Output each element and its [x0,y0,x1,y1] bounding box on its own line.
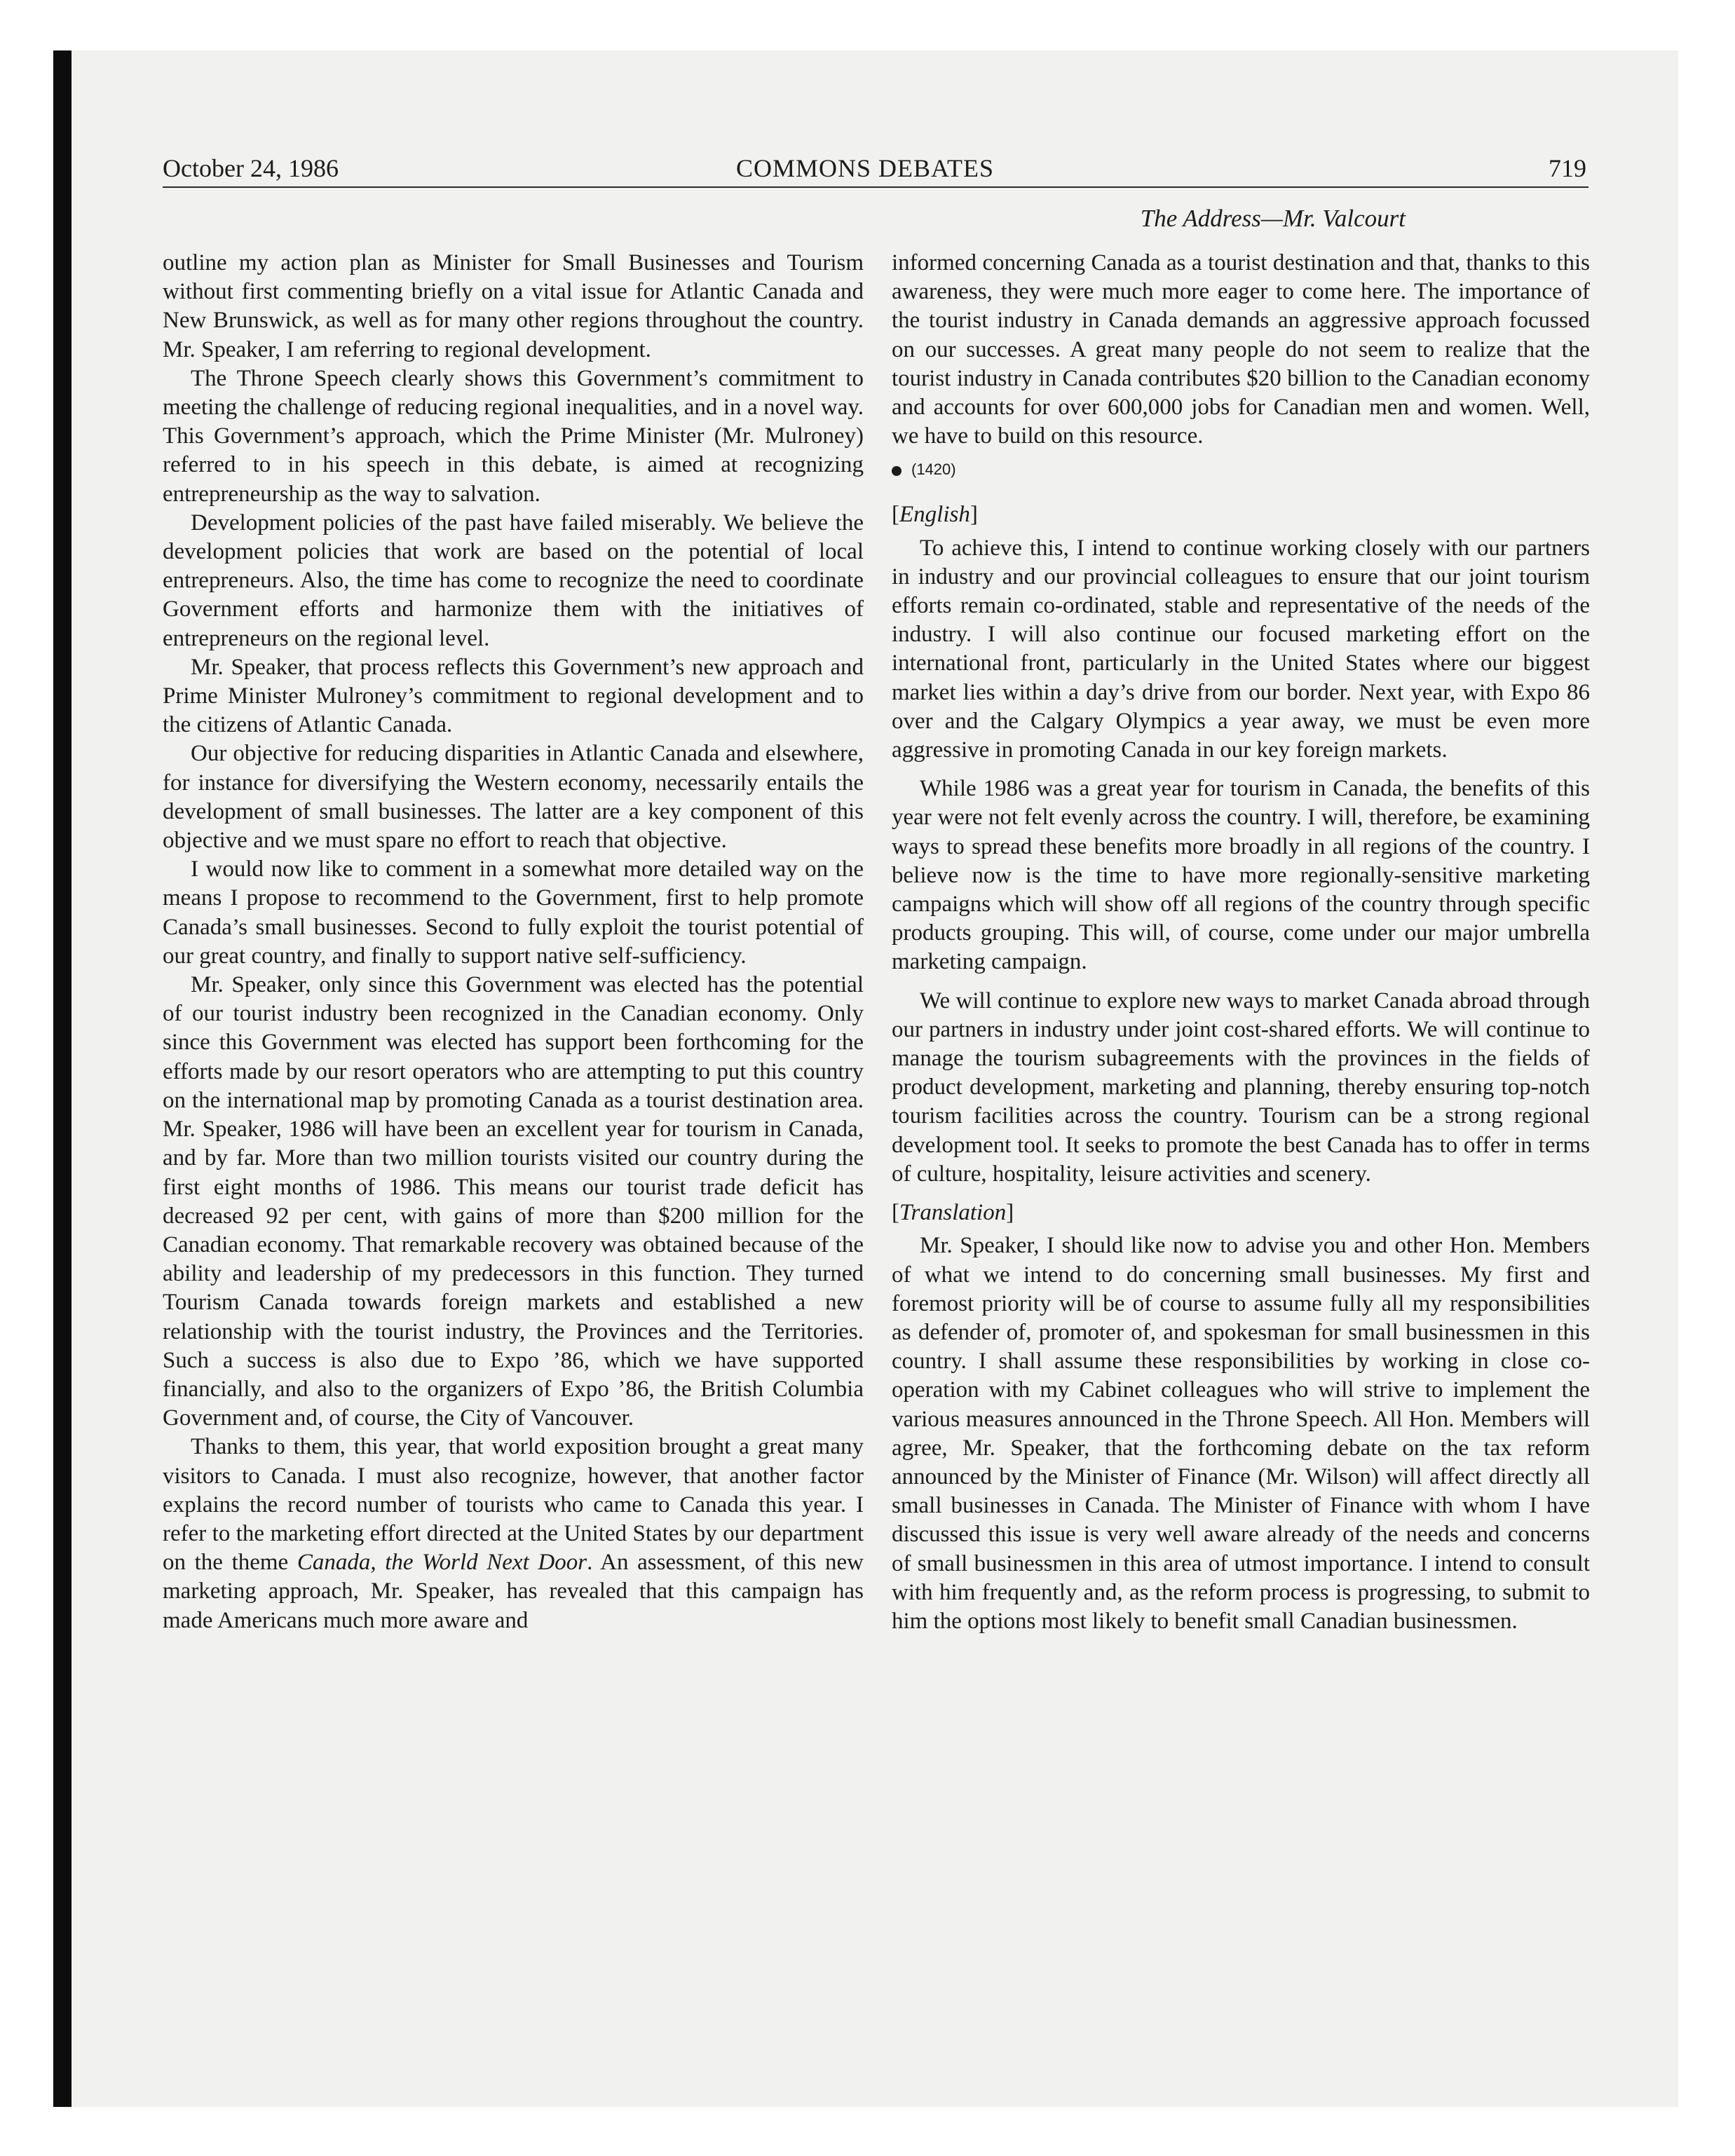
paragraph: While 1986 was a great year for tourism in Canada, the benefits of this year were not felt evenly across the country. I will, therefore, be examining ways to spread these benefits more broadly in all regions of the country. I believe now is the time to have more regionally-sensitive marketing campaigns which will show off all regions of the country through specific products grouping. This will, of course, come under our major umbrella marketing campaign. [892,776,1590,975]
paragraph: To achieve this, I intend to continue working closely with our partners in industry and our provincial colleagues to ensure that our joint tourism efforts remain co-ordinated, stable and representative of the needs of the industry. I will also continue our focused marketing effort on the international front, particularly in the United States where our biggest market lies within a day’s drive from our border. Next year, with Expo 86 over and the Calgary Olympics a year away, we must be even more aggressive in promoting Canada in our key foreign markets. [892,535,1590,763]
header-date: October 24, 1986 [163,154,339,182]
language-label-text: English [899,502,970,528]
timestamp [892,455,1590,484]
paragraph-text: Thanks to them, this year, that world exposition brought a great many visitors to Canada. I must also recognize, however, that another factor explains the record number of tourists who came to Canada this year. I refer to the marketing effort directed at the United States by our department on the theme [163,1434,864,1576]
paragraph: We will continue to explore new ways to market Canada abroad through our partners in industry under joint cost-shared efforts. We will continue to manage the tourism subagreements with the provinces in the fields of product development, marketing and planning, thereby ensuring top-notch tourism facilities across the country. Tourism can be a strong regional development tool. It seeks to promote the best Canada has to offer in terms of culture, hospitality, leisure activities and scenery. [892,988,1590,1187]
header-page-number: 719 [1549,154,1586,182]
paragraph: The Throne Speech clearly shows this Government’s commitment to meeting the challenge of reducing regional inequalities, and in a novel way. This Government’s approach, which the Prime Minister (Mr. Mulroney) referred to in his speech in this debate, is aimed at recognizing entrepreneurship as the way to salvation. [163,365,864,507]
paragraph: Our objective for reducing disparities in Atlantic Canada and elsewhere, for instance for diversifying the Western economy, necessarily entails the development of small businesses. The latter are a key component of this objective and we must spare no effort to reach that objective. [163,741,864,854]
paragraph: outline my action plan as Minister for Small Businesses and Tourism without first commenting briefly on a vital issue for Atlantic Canada and New Brunswick, as well as for many other regions throughout the country. Mr. Speaker, I am referring to regional development. [163,250,864,362]
paragraph [163,1433,864,1635]
header-rule [163,186,1588,188]
section-heading: The Address—Mr. Valcourt [1140,205,1406,232]
scan-edge-bar [53,50,72,2107]
timestamp-text: (1420) [911,460,956,479]
paragraph: I would now like to comment in a somewhat more detailed way on the means I propose to recommend to the Government, first to help promote Canada’s small businesses. Second to fully exploit the tourist potential of our great country, and finally to support native self-sufficiency. [163,857,864,969]
paragraph: Development policies of the past have failed miserably. We believe the development policies that work are based on the potential of local entrepreneurs. Also, the time has come to recognize the need to coordinate Government efforts and harmonize them with the initiatives of entrepreneurs on the regional level. [163,510,864,651]
right-column [892,249,1590,1636]
bullet-icon [892,466,901,476]
paragraph: Mr. Speaker, that process reflects this Government’s new approach and Prime Minister Mulroney’s commitment to regional development and to the citizens of Atlantic Canada. [163,654,864,738]
paragraph: informed concerning Canada as a tourist destination and that, thanks to this awareness, they were much more eager to come here. The importance of the tourist industry in Canada demands an aggressive approach focussed on our successes. A great many people do not seem to realize that the tourist industry in Canada contributes $20 billion to the Canadian economy and accounts for over 600,000 jobs for Canadian men and women. Well, we have to build on this resource. [892,250,1590,449]
header-publication: COMMONS DEBATES [736,154,995,182]
language-label-text: Translation [899,1200,1007,1226]
language-label-translation: [Translation] [892,1200,1014,1226]
campaign-theme: Canada, the World Next Door [297,1550,587,1576]
language-label-english: [English] [892,502,978,528]
paragraph-text: . An assessment, of this new marketing approach, Mr. Speaker, has revealed that this campaign has made Americans much more aware and [163,1550,864,1633]
paragraph: Mr. Speaker, I should like now to advise you and other Hon. Members of what we intend to do concerning small businesses. My first and foremost priority will be of course to assume fully all my responsibilities as defender of, promoter of, and spokesman for small businessmen in this country. I shall assume these responsibilities by working in close co-operation with my Cabinet colleagues who will strive to implement the various measures announced in the Throne Speech. All Hon. Members will agree, Mr. Speaker, that the forthcoming debate on the tax reform announced by the Minister of Finance (Mr. Wilson) will affect directly all small businesses in Canada. The Minister of Finance with whom I have discussed this issue is very well aware already of the needs and concerns of small businessmen in this area of utmost importance. I intend to consult with him frequently and, as the reform process is progressing, to submit to him the options most likely to benefit small Canadian businessmen. [892,1233,1590,1634]
left-column [163,249,864,1635]
paragraph: Mr. Speaker, only since this Government was elected has the potential of our tourist industry been recognized in the Canadian economy. Only since this Government was elected has support been forthcoming for the efforts made by our resort operators who are attempting to put this country on the international map by promoting Canada as a tourist destination area. Mr. Speaker, 1986 will have been an excellent year for tourism in Canada, and by far. More than two million tourists visited our country during the first eight months of 1986. This means our tourist trade deficit has decreased 92 per cent, with gains of more than $200 million for the Canadian economy. That remarkable recovery was obtained because of the ability and leadership of my predecessors in this function. They turned Tourism Canada towards foreign markets and established a new relationship with the tourist industry, the Provinces and the Territories. Such a success is also due to Expo ’86, which we have supported financially, and also to the organizers of Expo ’86, the British Columbia Government and, of course, the City of Vancouver. [163,972,864,1431]
